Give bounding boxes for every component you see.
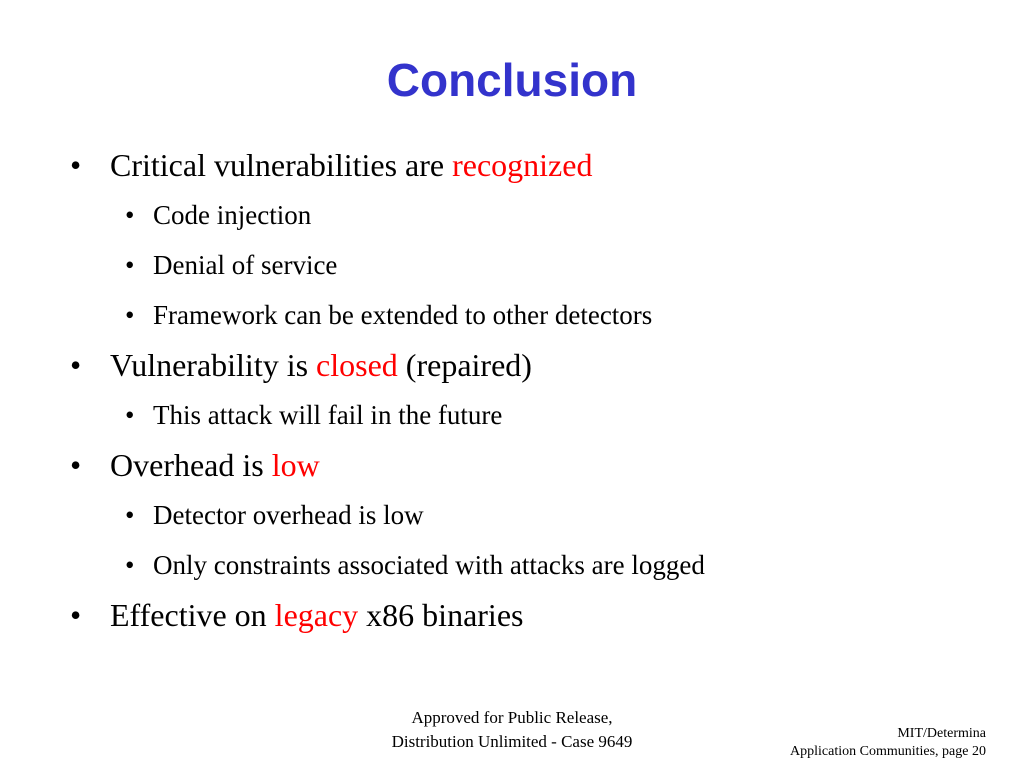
bullet-icon: •: [125, 250, 135, 280]
sub-bullet-item: [125, 490, 1024, 540]
highlight-text: legacy: [274, 597, 359, 633]
footer-org: MIT/Determina: [897, 726, 986, 741]
bullet-item: [70, 440, 1024, 490]
bullet-icon: •: [70, 147, 82, 183]
footer-page-label: Application Communities, page 20: [790, 744, 986, 759]
release-line-1: Approved for Public Release,: [411, 708, 613, 727]
sub-bullet-item: [125, 240, 1024, 290]
sub-bullet-text: Detector overhead is low: [153, 500, 424, 530]
bullet-text: Overhead is: [110, 447, 272, 483]
bullet-item: [70, 140, 1024, 190]
bullet-item: [70, 590, 1024, 640]
release-line-2: Distribution Unlimited - Case 9649: [391, 732, 633, 751]
bullet-icon: •: [70, 447, 82, 483]
sub-bullet-text: Code injection: [153, 200, 312, 230]
sub-bullet-text: Denial of service: [153, 250, 338, 280]
bullet-icon: •: [125, 300, 135, 330]
bullet-icon: •: [125, 550, 135, 580]
bullet-text: Effective on: [110, 597, 275, 633]
sub-bullet-item: [125, 390, 1024, 440]
bullet-text-suffix: (repaired): [397, 347, 532, 383]
sub-bullet-item: [125, 290, 1024, 340]
sub-bullet-item: [125, 190, 1024, 240]
bullet-text: Critical vulnerabilities are: [110, 147, 453, 183]
bullet-list: [0, 140, 1024, 640]
highlight-text: closed: [316, 347, 398, 383]
slide-footer: [790, 725, 986, 761]
bullet-icon: •: [70, 347, 82, 383]
bullet-text: Vulnerability is: [110, 347, 317, 383]
sub-bullet-item: [125, 540, 1024, 590]
bullet-text-suffix: x86 binaries: [358, 597, 524, 633]
bullet-icon: •: [70, 597, 82, 633]
release-notice: [312, 706, 712, 754]
slide-title: Conclusion: [386, 54, 638, 106]
bullet-icon: •: [125, 200, 135, 230]
highlight-text: recognized: [452, 147, 593, 183]
bullet-icon: •: [125, 400, 135, 430]
sub-bullet-text: Framework can be extended to other detectors: [153, 300, 653, 330]
bullet-icon: •: [125, 500, 135, 530]
sub-bullet-text: Only constraints associated with attacks are logged: [153, 550, 705, 580]
sub-bullet-text: This attack will fail in the future: [153, 400, 503, 430]
bullet-item: [70, 340, 1024, 390]
highlight-text: low: [271, 447, 320, 483]
